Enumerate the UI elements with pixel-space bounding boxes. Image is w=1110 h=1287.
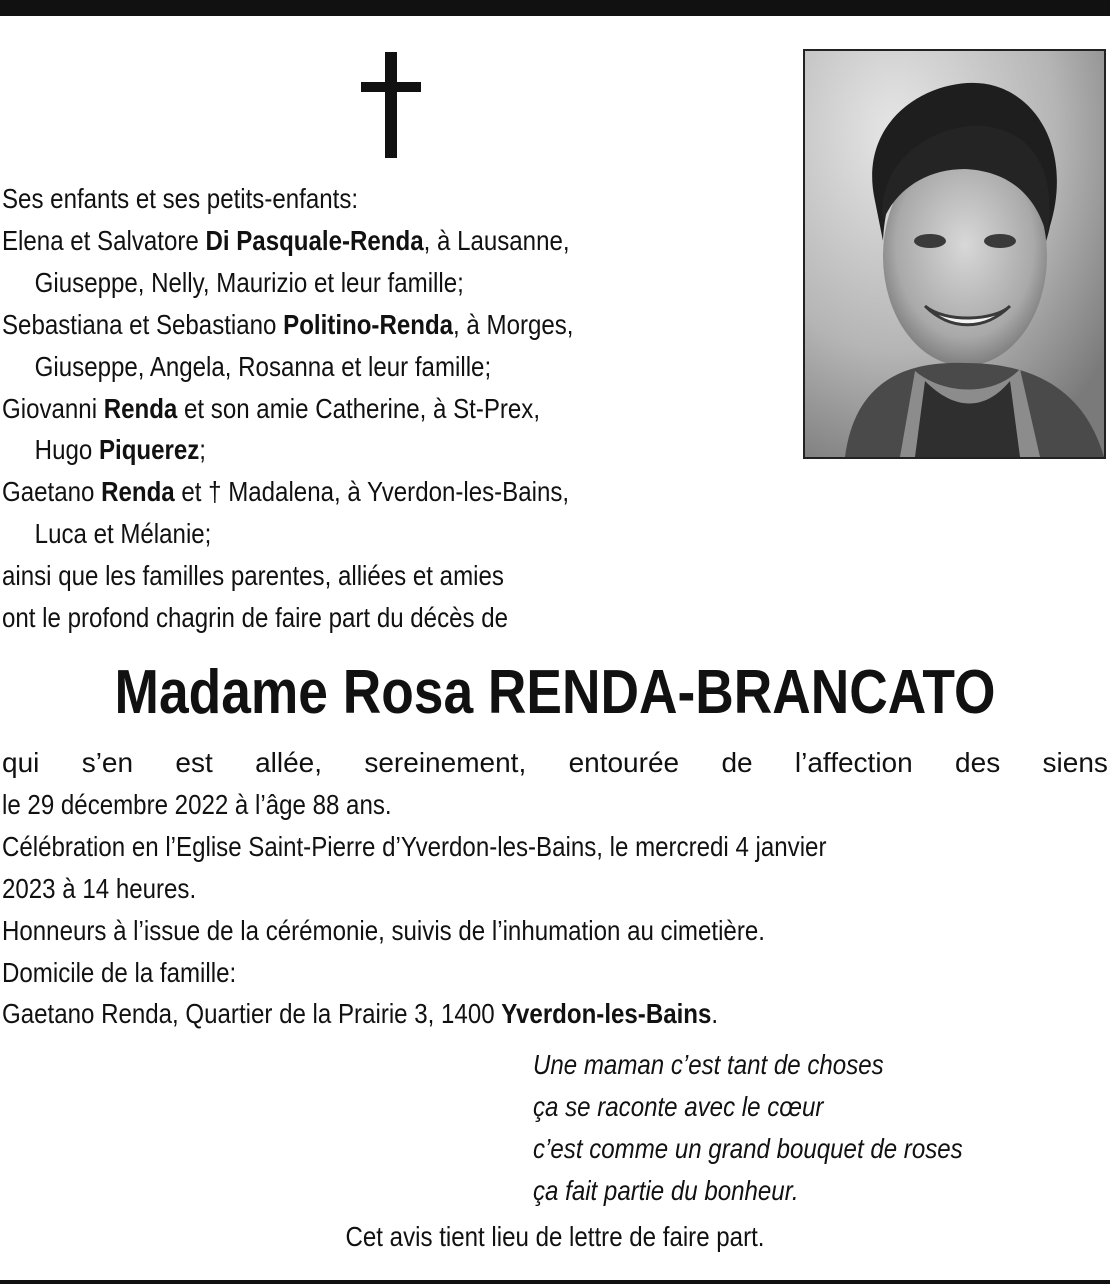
celebration-line: 2023 à 14 heures. bbox=[2, 872, 197, 904]
deceased-name: Madame Rosa RENDA-BRANCATO bbox=[114, 658, 996, 727]
family-line: Sebastiana et Sebastiano Politino-Renda, à Morges, bbox=[2, 308, 574, 340]
family-line: Hugo Piquerez; bbox=[34, 434, 206, 466]
domicile-label: Domicile de la famille: bbox=[2, 956, 237, 988]
family-line: ainsi que les familles parentes, alliées et amies bbox=[2, 560, 504, 592]
poem-line: c’est comme un grand bouquet de roses bbox=[533, 1133, 963, 1164]
bottom-rule bbox=[0, 1280, 1110, 1284]
top-rule bbox=[0, 0, 1110, 16]
family-line: Luca et Mélanie; bbox=[34, 518, 212, 550]
family-intro: Ses enfants et ses petits-enfants: bbox=[2, 183, 359, 214]
address-line: Gaetano Renda, Quartier de la Prairie 3, 1400 Yverdon-les-Bains. bbox=[2, 998, 719, 1030]
family-line: ont le profond chagrin de faire part du décès de bbox=[2, 602, 509, 634]
funeral-details bbox=[2, 742, 1108, 1035]
family-line: Giuseppe, Angela, Rosanna et leur famille; bbox=[34, 350, 492, 382]
justified-word: s’en bbox=[81, 747, 134, 778]
justified-word: est bbox=[175, 747, 213, 778]
family-line: Giuseppe, Nelly, Maurizio et leur famille; bbox=[34, 266, 464, 298]
honours-line: Honneurs à l’issue de la cérémonie, suivis de l’inhumation au cimetière. bbox=[2, 914, 765, 946]
justified-word: qui bbox=[2, 747, 40, 778]
justified-word: allée, bbox=[255, 747, 323, 778]
justified-word: des bbox=[955, 747, 1001, 778]
celebration-line: Célébration en l’Eglise Saint-Pierre d’Yverdon-les-Bains, le mercredi 4 janvier bbox=[2, 830, 827, 862]
family-line: Giovanni Renda et son amie Catherine, à St-Prex, bbox=[2, 392, 541, 424]
portrait-photo bbox=[803, 49, 1106, 459]
justified-word: entourée bbox=[568, 747, 680, 778]
family-announcement bbox=[2, 178, 681, 639]
justified-word: de bbox=[721, 747, 753, 778]
family-line: Gaetano Renda et † Madalena, à Yverdon-les-Bains, bbox=[2, 476, 570, 508]
poem bbox=[533, 1044, 1028, 1212]
justified-word: siens bbox=[1042, 747, 1108, 778]
justified-word: sereinement, bbox=[364, 747, 527, 778]
justified-word: l’affection bbox=[794, 747, 913, 778]
poem-line: ça fait partie du bonheur. bbox=[533, 1175, 799, 1206]
family-line: Elena et Salvatore Di Pasquale-Renda, à Lausanne, bbox=[2, 224, 570, 256]
poem-line: Une maman c’est tant de choses bbox=[533, 1049, 884, 1080]
closing-note: Cet avis tient lieu de lettre de faire part. bbox=[345, 1221, 765, 1252]
justified-line bbox=[2, 742, 1108, 784]
date-line: le 29 décembre 2022 à l’âge 88 ans. bbox=[2, 788, 392, 820]
poem-line: ça se raconte avec le cœur bbox=[533, 1091, 824, 1122]
cross-icon bbox=[361, 52, 421, 158]
